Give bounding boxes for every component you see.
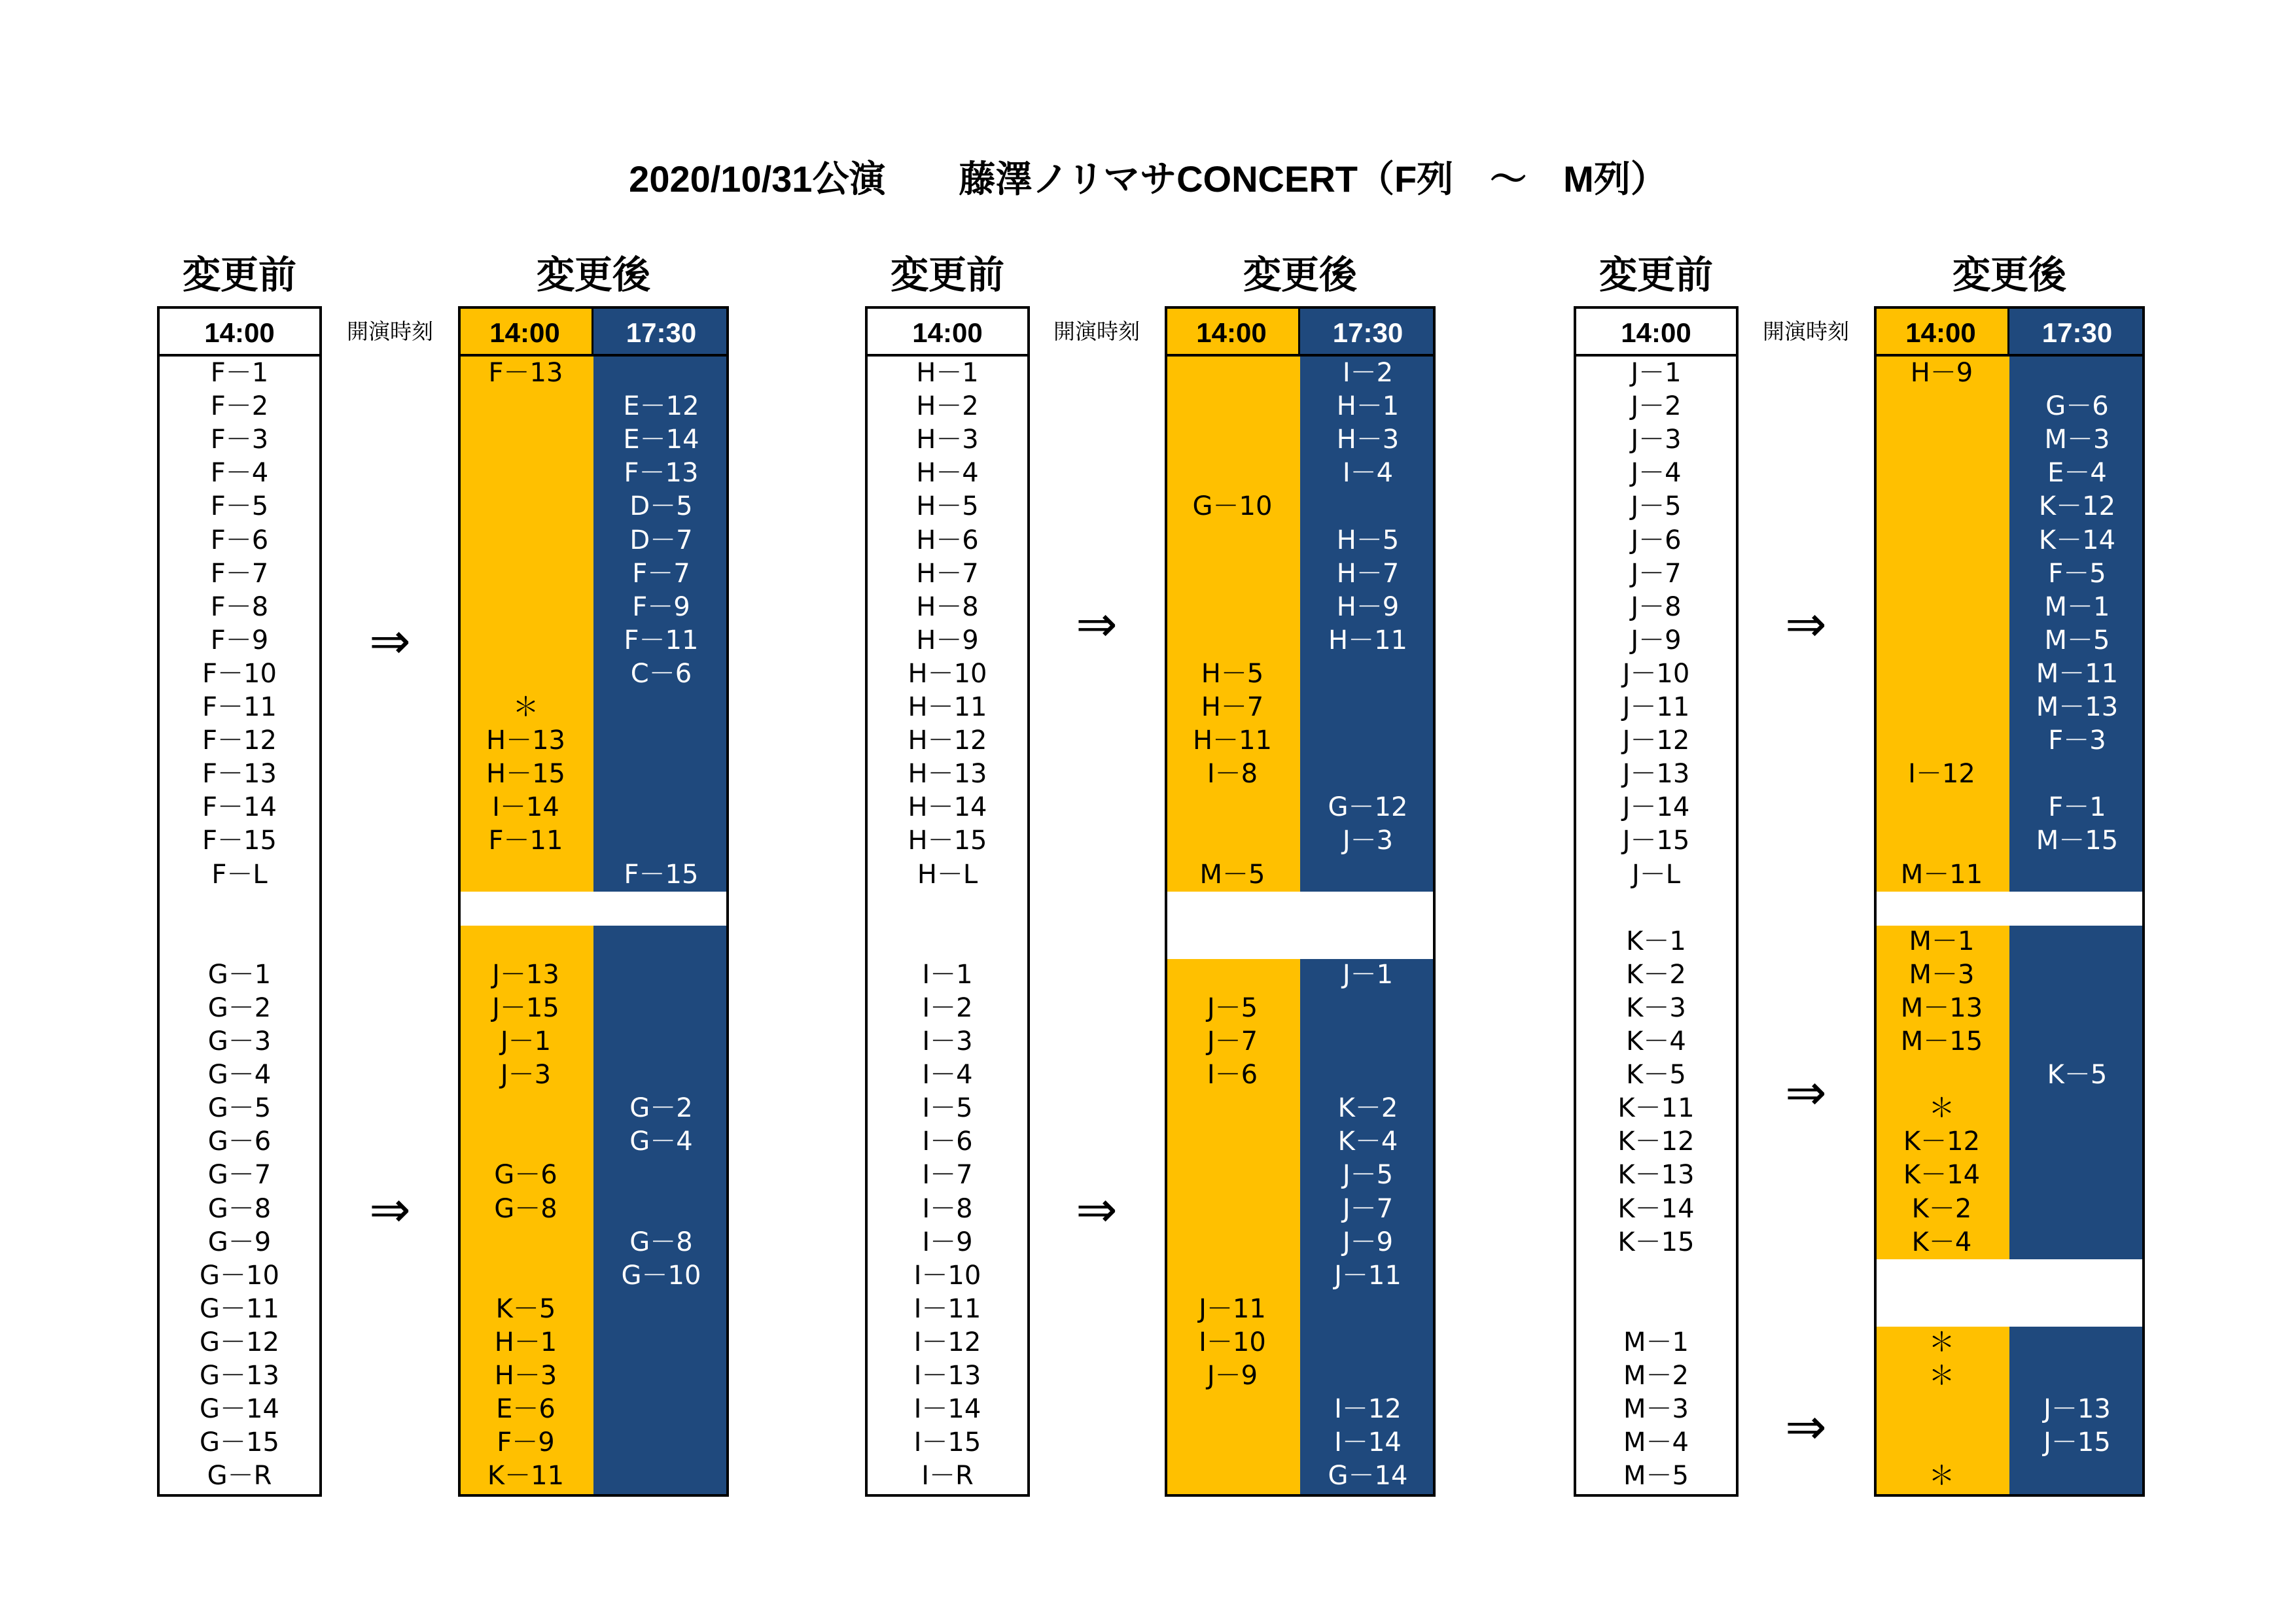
arrow-icon: ⇒ — [1785, 1062, 1827, 1121]
after-seat-1730: G－4 — [629, 1126, 693, 1157]
before-seat: J－12 — [1622, 725, 1690, 756]
before-seat: M－1 — [1623, 1327, 1689, 1357]
before-seat: F－10 — [202, 658, 277, 689]
before-seat: I－2 — [922, 992, 973, 1023]
before-seat: H－2 — [916, 391, 979, 422]
before-seat: H－11 — [908, 692, 987, 722]
after-seat-1400: K－4 — [1911, 1227, 1972, 1257]
before-seat: H－3 — [916, 425, 979, 455]
after-seat-1400: H－1 — [494, 1327, 557, 1357]
after-seat-1730: J－11 — [1334, 1260, 1402, 1291]
after-time-14-header: 14:00 — [1165, 309, 1300, 357]
after-seat-1730: I－14 — [1334, 1427, 1402, 1458]
before-time-header: 14:00 — [1574, 309, 1739, 357]
after-seat-1730: G－14 — [1328, 1461, 1408, 1492]
after-seat-1400: F－13 — [488, 358, 563, 388]
after-seat-1730: D－7 — [629, 525, 693, 555]
after-seat-1400: J－15 — [492, 992, 559, 1023]
before-seat: F－7 — [210, 558, 269, 589]
before-seat: H－8 — [916, 591, 979, 622]
before-seat: F－3 — [210, 425, 269, 455]
after-seat-1730: M－5 — [2044, 625, 2110, 655]
after-seat-1730: G－10 — [621, 1260, 701, 1291]
after-seat-1730: F－7 — [632, 558, 690, 589]
before-seat: H－1 — [916, 358, 979, 388]
before-seat: K－11 — [1617, 1093, 1695, 1124]
before-seat: I－10 — [913, 1260, 981, 1291]
after-seat-1400: F－9 — [497, 1427, 555, 1458]
before-seat: F－L — [211, 859, 268, 890]
before-seat: G－R — [207, 1461, 272, 1492]
before-seat: I－1 — [922, 959, 973, 990]
after-seat-1730: F－9 — [632, 591, 690, 622]
before-header: 変更前 — [1598, 253, 1713, 297]
before-seat: K－3 — [1626, 992, 1686, 1023]
after-seat-1400: K－12 — [1903, 1126, 1981, 1157]
time-label: 開演時刻 — [1053, 319, 1140, 344]
before-seat: H－14 — [908, 792, 987, 823]
after-seat-1730: F－13 — [624, 458, 699, 489]
after-seat-1730: F－5 — [2048, 558, 2106, 589]
after-time-1730-header: 17:30 — [1300, 309, 1436, 357]
before-seat: I－13 — [913, 1361, 981, 1391]
after-seat-1400: ＊ — [1928, 1461, 1955, 1492]
after-seat-1400: J－1 — [500, 1026, 552, 1056]
after-seat-1400: H－3 — [494, 1361, 557, 1391]
after-seat-1730: M－15 — [2036, 826, 2119, 856]
before-seat: F－12 — [202, 725, 277, 756]
before-seat: J－L — [1631, 859, 1681, 890]
after-seat-1730: H－9 — [1336, 591, 1400, 622]
before-seat: G－3 — [207, 1026, 272, 1056]
before-seat: I－14 — [913, 1394, 981, 1425]
before-seat: J－10 — [1622, 658, 1690, 689]
before-seat: H－7 — [916, 558, 979, 589]
after-seat-1400: G－10 — [1192, 491, 1273, 522]
before-seat: F－9 — [210, 625, 269, 655]
before-seat: I－3 — [922, 1026, 973, 1056]
before-seat: I－8 — [922, 1193, 973, 1224]
before-seat: H－12 — [908, 725, 987, 756]
before-seat: G－15 — [200, 1427, 279, 1458]
after-seat-1400: G－8 — [494, 1193, 557, 1224]
before-seat: K－12 — [1617, 1126, 1695, 1157]
before-seat: G－8 — [207, 1193, 272, 1224]
before-seat: J－13 — [1622, 759, 1690, 790]
before-seat: K－13 — [1617, 1160, 1695, 1191]
after-seat-1730: H－3 — [1336, 425, 1400, 455]
after-seat-1730: H－1 — [1336, 391, 1400, 422]
after-seat-1400: I－8 — [1207, 759, 1258, 790]
before-seat: F－6 — [210, 525, 269, 555]
arrow-icon: ⇒ — [1785, 595, 1827, 654]
after-seat-1730: E－4 — [2047, 458, 2107, 489]
after-seat-1730: K－12 — [2038, 491, 2116, 522]
before-seat: J－3 — [1631, 425, 1682, 455]
after-seat-1730: H－5 — [1336, 525, 1400, 555]
before-seat: G－11 — [200, 1293, 279, 1324]
before-seat: M－4 — [1623, 1427, 1689, 1458]
after-seat-1400: M－1 — [1909, 926, 1975, 956]
after-seat-1730: G－12 — [1328, 792, 1408, 823]
after-seat-1730: J－1 — [1342, 959, 1394, 990]
before-seat: H－L — [917, 859, 978, 890]
before-time-header: 14:00 — [865, 309, 1030, 357]
after-seat-1730: I－4 — [1342, 458, 1394, 489]
after-seat-1730: I－12 — [1334, 1394, 1402, 1425]
before-seat: M－5 — [1623, 1461, 1689, 1492]
after-seat-1400: M－15 — [1900, 1026, 1983, 1056]
before-seat: J－15 — [1622, 826, 1690, 856]
before-seat: K－1 — [1626, 926, 1686, 956]
after-seat-1400: H－13 — [486, 725, 565, 756]
before-seat: H－6 — [916, 525, 979, 555]
after-seat-1730: J－13 — [2043, 1394, 2111, 1425]
before-seat: I－5 — [922, 1093, 973, 1124]
after-seat-1400: I－14 — [492, 792, 559, 823]
before-seat: I－11 — [913, 1293, 981, 1324]
after-seat-1400: H－5 — [1201, 658, 1264, 689]
after-seat-1730: J－5 — [1342, 1160, 1394, 1191]
arrow-icon: ⇒ — [1076, 1179, 1118, 1238]
after-seat-1730: H－7 — [1336, 558, 1400, 589]
before-seat: F－1 — [210, 358, 269, 388]
before-seat: K－4 — [1626, 1026, 1686, 1056]
before-seat: J－11 — [1622, 692, 1690, 722]
before-seat: J－7 — [1631, 558, 1682, 589]
before-seat: G－6 — [207, 1126, 272, 1157]
time-label: 開演時刻 — [1763, 319, 1849, 344]
after-header: 変更後 — [1243, 253, 1357, 297]
before-seat: I－12 — [913, 1327, 981, 1357]
before-seat: J－2 — [1631, 391, 1682, 422]
after-seat-1730: M－1 — [2044, 591, 2110, 622]
after-seat-1400: H－15 — [486, 759, 565, 790]
before-seat: G－1 — [207, 959, 272, 990]
arrow-icon: ⇒ — [1785, 1397, 1827, 1456]
after-seat-1730: H－11 — [1328, 625, 1407, 655]
before-seat: J－5 — [1631, 491, 1682, 522]
before-seat: H－5 — [916, 491, 979, 522]
after-seat-1400: E－6 — [496, 1394, 556, 1425]
after-seat-1730: F－3 — [2048, 725, 2106, 756]
before-seat: G－5 — [207, 1093, 272, 1124]
before-seat: I－9 — [922, 1227, 973, 1257]
before-seat: I－15 — [913, 1427, 981, 1458]
before-seat: G－10 — [200, 1260, 279, 1291]
after-seat-1400: M－13 — [1900, 992, 1983, 1023]
before-header: 変更前 — [890, 253, 1004, 297]
after-seat-1400: I－10 — [1199, 1327, 1266, 1357]
before-seat: K－5 — [1626, 1060, 1686, 1091]
before-time-header: 14:00 — [157, 309, 322, 357]
before-seat: H－13 — [908, 759, 987, 790]
after-seat-1730: M－3 — [2044, 425, 2110, 455]
arrow-icon: ⇒ — [1076, 595, 1118, 654]
before-seat: F－4 — [210, 458, 269, 489]
before-seat: K－14 — [1617, 1193, 1695, 1224]
after-seat-1400: J－11 — [1199, 1293, 1266, 1324]
after-time-1730-header: 17:30 — [2009, 309, 2145, 357]
before-seat: F－8 — [210, 591, 269, 622]
before-seat: G－14 — [200, 1394, 279, 1425]
before-seat: H－15 — [908, 826, 987, 856]
before-seat: H－10 — [908, 658, 987, 689]
after-seat-1400: ＊ — [1928, 1361, 1955, 1391]
before-seat: F－2 — [210, 391, 269, 422]
before-seat: J－6 — [1631, 525, 1682, 555]
before-seat: I－7 — [922, 1160, 973, 1191]
before-seat: G－2 — [207, 992, 272, 1023]
after-seat-1400: J－13 — [492, 959, 559, 990]
after-seat-1400: J－5 — [1207, 992, 1258, 1023]
after-seat-1730: M－13 — [2036, 692, 2119, 722]
arrow-icon: ⇒ — [369, 611, 411, 670]
before-seat: J－4 — [1631, 458, 1682, 489]
after-seat-1730: K－4 — [1337, 1126, 1398, 1157]
after-seat-1400: M－3 — [1909, 959, 1975, 990]
after-seat-1730: K－2 — [1337, 1093, 1398, 1124]
before-seat: I－6 — [922, 1126, 973, 1157]
after-seat-1730: G－2 — [629, 1093, 693, 1124]
after-seat-1730: F－11 — [624, 625, 699, 655]
time-label: 開演時刻 — [347, 319, 433, 344]
before-seat: H－9 — [916, 625, 979, 655]
before-seat: G－13 — [200, 1361, 279, 1391]
after-header: 変更後 — [1952, 253, 2066, 297]
after-seat-1400: J－7 — [1207, 1026, 1258, 1056]
before-seat: F－11 — [202, 692, 277, 722]
before-seat: M－2 — [1623, 1361, 1689, 1391]
after-seat-1400: J－9 — [1207, 1361, 1258, 1391]
after-seat-1400: K－14 — [1903, 1160, 1981, 1191]
after-seat-1730: K－5 — [2047, 1060, 2108, 1091]
after-seat-1400: ＊ — [1928, 1327, 1955, 1357]
before-seat: F－13 — [202, 759, 277, 790]
before-seat: G－12 — [200, 1327, 279, 1357]
before-seat: F－15 — [202, 826, 277, 856]
after-seat-1730: E－12 — [623, 391, 699, 422]
after-seat-1730: D－5 — [629, 491, 693, 522]
after-seat-1400: M－11 — [1900, 859, 1983, 890]
after-seat-1400: G－6 — [494, 1160, 557, 1191]
before-seat: G－7 — [207, 1160, 272, 1191]
after-seat-1400: H－9 — [1910, 358, 1973, 388]
after-seat-1730: J－15 — [2043, 1427, 2111, 1458]
after-time-1730-header: 17:30 — [593, 309, 729, 357]
after-seat-1400: ＊ — [512, 692, 539, 722]
after-seat-1400: K－5 — [495, 1293, 556, 1324]
after-seat-1730: F－15 — [624, 859, 699, 890]
before-seat: K－15 — [1617, 1227, 1695, 1257]
before-seat: M－3 — [1623, 1394, 1689, 1425]
before-seat: I－R — [921, 1461, 974, 1492]
before-header: 変更前 — [182, 253, 296, 297]
after-seat-1400: F－11 — [488, 826, 563, 856]
after-seat-1400: I－6 — [1207, 1060, 1258, 1091]
before-seat: J－1 — [1631, 358, 1682, 388]
before-seat: G－9 — [207, 1227, 272, 1257]
after-seat-1730: J－3 — [1342, 826, 1394, 856]
after-seat-1730: G－8 — [629, 1227, 693, 1257]
after-seat-1400: H－7 — [1201, 692, 1264, 722]
after-seat-1400: J－3 — [500, 1060, 552, 1091]
page-title: 2020/10/31公演 藤澤ノリマサCONCERT（F列 ～ M列） — [629, 158, 1667, 200]
after-time-14-header: 14:00 — [1874, 309, 2009, 357]
after-time-14-header: 14:00 — [458, 309, 593, 357]
before-seat: J－9 — [1631, 625, 1682, 655]
after-seat-1400: K－11 — [487, 1461, 565, 1492]
after-seat-1400: ＊ — [1928, 1093, 1955, 1124]
after-seat-1400: I－12 — [1908, 759, 1975, 790]
before-seat: H－4 — [916, 458, 979, 489]
after-seat-1730: E－14 — [623, 425, 699, 455]
after-seat-1730: I－2 — [1342, 358, 1394, 388]
before-seat: K－2 — [1626, 959, 1686, 990]
after-header: 変更後 — [536, 253, 650, 297]
before-seat: F－14 — [202, 792, 277, 823]
after-seat-1730: F－1 — [2048, 792, 2106, 823]
before-seat: F－5 — [210, 491, 269, 522]
arrow-icon: ⇒ — [369, 1179, 411, 1238]
after-seat-1730: M－11 — [2036, 658, 2119, 689]
after-seat-1730: K－14 — [2038, 525, 2116, 555]
before-seat: G－4 — [207, 1060, 272, 1091]
after-seat-1730: G－6 — [2045, 391, 2109, 422]
before-seat: J－14 — [1622, 792, 1690, 823]
after-seat-1730: J－9 — [1342, 1227, 1394, 1257]
after-seat-1400: M－5 — [1199, 859, 1265, 890]
after-seat-1730: C－6 — [630, 658, 692, 689]
before-seat: J－8 — [1631, 591, 1682, 622]
after-seat-1400: H－11 — [1193, 725, 1272, 756]
after-seat-1730: J－7 — [1342, 1193, 1394, 1224]
after-seat-1400: K－2 — [1911, 1193, 1972, 1224]
before-seat: I－4 — [922, 1060, 973, 1091]
